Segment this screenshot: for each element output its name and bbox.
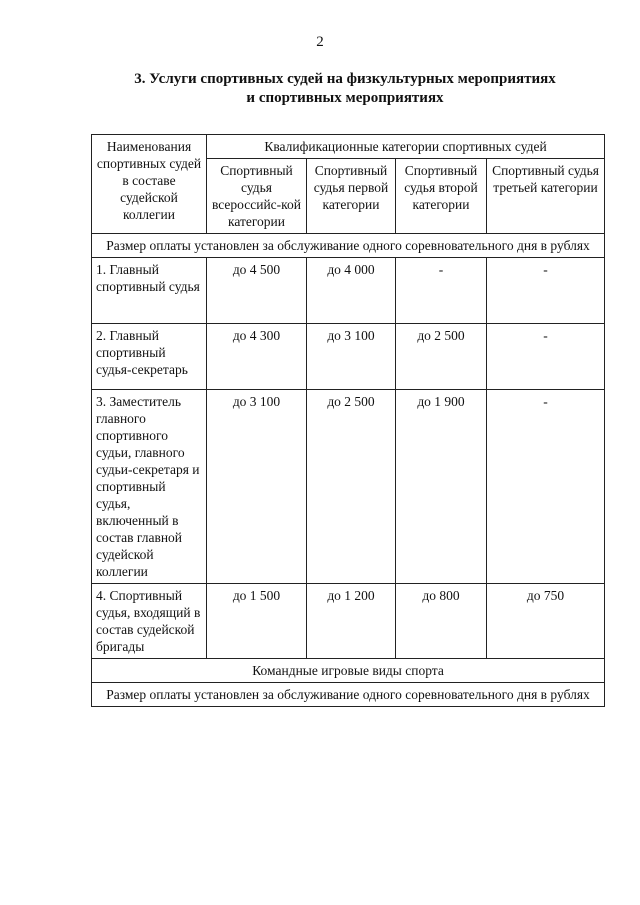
row-value: до 750 — [487, 584, 605, 659]
section-title-line-2: и спортивных мероприятиях — [246, 90, 444, 106]
payment-note-2: Размер оплаты установлен за обслуживание одного соревновательного дня в рублях — [92, 683, 605, 707]
col-name-header: Наименования спортивных судей в составе судейской коллегии — [92, 135, 207, 234]
team-sports-row — [92, 659, 605, 683]
payment-note-row — [92, 234, 605, 258]
row-value: до 4 500 — [207, 258, 307, 324]
row-name: 4. Спортивный судья, входящий в состав судейской бригады — [92, 584, 207, 659]
category-header-all-russian: Спортивный судья всероссийс-кой категории — [207, 159, 307, 234]
header-row — [92, 135, 605, 159]
category-header-first: Спортивный судья первой категории — [307, 159, 396, 234]
category-header-second: Спортивный судья второй категории — [396, 159, 487, 234]
group-header: Квалификационные категории спортивных судей — [207, 135, 605, 159]
row-name: 1. Главный спортивный судья — [92, 258, 207, 324]
table-row — [92, 390, 605, 584]
table-row — [92, 324, 605, 390]
section-title-line-1: 3. Услуги спортивных судей на физкультурных мероприятиях — [134, 71, 556, 87]
row-value: до 1 500 — [207, 584, 307, 659]
row-value: до 2 500 — [307, 390, 396, 584]
category-header-third: Спортивный судья третьей категории — [487, 159, 605, 234]
row-value: до 4 300 — [207, 324, 307, 390]
row-value: - — [487, 324, 605, 390]
row-value: - — [396, 258, 487, 324]
referee-fees-table — [91, 134, 605, 707]
row-value: до 1 900 — [396, 390, 487, 584]
row-value: до 3 100 — [207, 390, 307, 584]
payment-note-row-2 — [92, 683, 605, 707]
row-value: - — [487, 390, 605, 584]
row-value: до 800 — [396, 584, 487, 659]
page-number: 2 — [316, 34, 324, 50]
row-value: до 4 000 — [307, 258, 396, 324]
row-value: до 1 200 — [307, 584, 396, 659]
row-value: - — [487, 258, 605, 324]
row-name: 2. Главный спортивный судья-секретарь — [92, 324, 207, 390]
table-row — [92, 258, 605, 324]
row-value: до 2 500 — [396, 324, 487, 390]
team-sports-header: Командные игровые виды спорта — [92, 659, 605, 683]
table-row — [92, 584, 605, 659]
payment-note: Размер оплаты установлен за обслуживание одного соревновательного дня в рублях — [92, 234, 605, 258]
section-title — [110, 70, 580, 108]
row-value: до 3 100 — [307, 324, 396, 390]
row-name: 3. Заместитель главного спортивного судьи, главного судьи-секретаря и спортивный судья, включенный в состав главной судейской коллегии — [92, 390, 207, 584]
